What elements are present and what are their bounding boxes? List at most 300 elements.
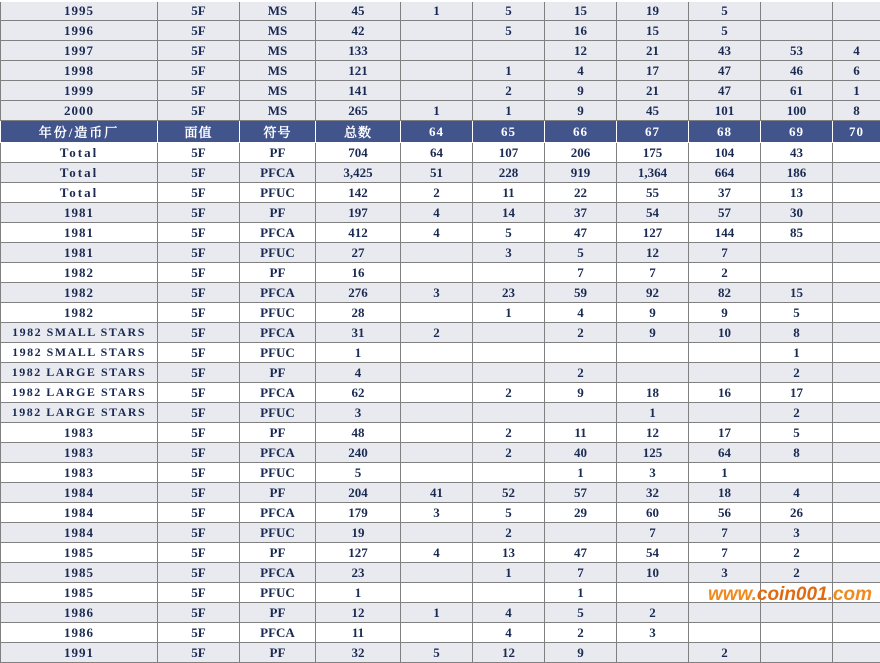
cell-8: 82	[689, 283, 761, 303]
cell-10	[833, 183, 880, 203]
cell-9: 30	[761, 203, 833, 223]
cell-10	[833, 283, 880, 303]
cell-6: 5	[545, 603, 617, 623]
cell-year-mint: 1985	[1, 543, 158, 563]
cell-10	[833, 163, 880, 183]
header-cell-1: 面值	[158, 121, 240, 143]
cell-6: 47	[545, 223, 617, 243]
cell-year-mint: 1984	[1, 503, 158, 523]
cell-6: 15	[545, 1, 617, 21]
cell-7	[617, 583, 689, 603]
cell-4: 1	[401, 101, 473, 121]
cell-9: 13	[761, 183, 833, 203]
cell-year-mint: 1983	[1, 443, 158, 463]
cell-9	[761, 243, 833, 263]
cell-year-mint: 1985	[1, 583, 158, 603]
cell-3: 1	[316, 583, 401, 603]
cell-1: 5F	[158, 423, 240, 443]
cell-4	[401, 363, 473, 383]
cell-4	[401, 21, 473, 41]
cell-7: 55	[617, 183, 689, 203]
cell-9	[761, 1, 833, 21]
table-row	[1, 81, 880, 101]
cell-5: 228	[473, 163, 545, 183]
cell-year-mint: 1999	[1, 81, 158, 101]
cell-7: 18	[617, 383, 689, 403]
table-row	[1, 21, 880, 41]
cell-year-mint: 1984	[1, 523, 158, 543]
cell-4	[401, 403, 473, 423]
cell-9: 26	[761, 503, 833, 523]
cell-9: 15	[761, 283, 833, 303]
cell-8: 37	[689, 183, 761, 203]
cell-9	[761, 263, 833, 283]
cell-10	[833, 603, 880, 623]
cell-3: 31	[316, 323, 401, 343]
table-row	[1, 263, 880, 283]
header-cell-4: 64	[401, 121, 473, 143]
cell-year-mint: Total	[1, 183, 158, 203]
cell-2: PFCA	[240, 443, 316, 463]
cell-year-mint: 1982 SMALL STARS	[1, 323, 158, 343]
table-row	[1, 243, 880, 263]
cell-7: 175	[617, 143, 689, 163]
cell-5: 4	[473, 603, 545, 623]
cell-4: 1	[401, 1, 473, 21]
cell-year-mint: 1982 LARGE STARS	[1, 363, 158, 383]
cell-1: 5F	[158, 623, 240, 643]
table-row	[1, 363, 880, 383]
cell-6: 2	[545, 623, 617, 643]
table-row	[1, 163, 880, 183]
cell-year-mint: 1998	[1, 61, 158, 81]
cell-1: 5F	[158, 483, 240, 503]
cell-4	[401, 463, 473, 483]
table-row	[1, 101, 880, 121]
cell-6: 37	[545, 203, 617, 223]
cell-3: 179	[316, 503, 401, 523]
cell-8	[689, 363, 761, 383]
cell-7: 45	[617, 101, 689, 121]
cell-10	[833, 363, 880, 383]
cell-9: 17	[761, 383, 833, 403]
cell-10	[833, 503, 880, 523]
cell-5: 5	[473, 21, 545, 41]
cell-9	[761, 463, 833, 483]
cell-8: 47	[689, 61, 761, 81]
cell-10: 4	[833, 41, 880, 61]
watermark-prefix: www.	[708, 584, 757, 605]
cell-2: PFCA	[240, 163, 316, 183]
cell-4: 4	[401, 543, 473, 563]
cell-5: 107	[473, 143, 545, 163]
cell-8	[689, 603, 761, 623]
cell-1: 5F	[158, 263, 240, 283]
cell-5: 4	[473, 623, 545, 643]
cell-3: 121	[316, 61, 401, 81]
cell-10	[833, 423, 880, 443]
cell-year-mint: 1997	[1, 41, 158, 61]
cell-5: 2	[473, 81, 545, 101]
cell-6: 29	[545, 503, 617, 523]
cell-10	[833, 483, 880, 503]
cell-4	[401, 623, 473, 643]
cell-2: MS	[240, 81, 316, 101]
cell-4: 2	[401, 323, 473, 343]
cell-year-mint: 1982	[1, 263, 158, 283]
cell-1: 5F	[158, 61, 240, 81]
cell-8	[689, 583, 761, 603]
cell-5	[473, 583, 545, 603]
table-row	[1, 503, 880, 523]
table-row	[1, 543, 880, 563]
cell-year-mint: 1982 SMALL STARS	[1, 343, 158, 363]
cell-year-mint: 1982	[1, 283, 158, 303]
table-header-row	[1, 121, 880, 143]
cell-5: 3	[473, 243, 545, 263]
cell-6: 12	[545, 41, 617, 61]
cell-5	[473, 463, 545, 483]
cell-6: 57	[545, 483, 617, 503]
cell-2: PF	[240, 483, 316, 503]
cell-4	[401, 583, 473, 603]
cell-6: 7	[545, 563, 617, 583]
cell-10	[833, 643, 880, 663]
cell-1: 5F	[158, 563, 240, 583]
cell-8: 9	[689, 303, 761, 323]
cell-9: 61	[761, 81, 833, 101]
cell-6: 9	[545, 643, 617, 663]
cell-9: 100	[761, 101, 833, 121]
cell-2: PF	[240, 363, 316, 383]
table-row	[1, 583, 880, 603]
header-cell-9: 69	[761, 121, 833, 143]
cell-5	[473, 41, 545, 61]
cell-6: 47	[545, 543, 617, 563]
table-row	[1, 643, 880, 663]
cell-2: MS	[240, 41, 316, 61]
cell-year-mint: Total	[1, 143, 158, 163]
cell-10	[833, 303, 880, 323]
cell-2: PFUC	[240, 583, 316, 603]
cell-6: 919	[545, 163, 617, 183]
cell-6: 4	[545, 61, 617, 81]
cell-10	[833, 443, 880, 463]
cell-5: 5	[473, 223, 545, 243]
cell-3: 240	[316, 443, 401, 463]
cell-3: 42	[316, 21, 401, 41]
cell-4: 5	[401, 643, 473, 663]
cell-year-mint: 1986	[1, 603, 158, 623]
cell-1: 5F	[158, 463, 240, 483]
cell-3: 265	[316, 101, 401, 121]
cell-1: 5F	[158, 183, 240, 203]
cell-5: 2	[473, 423, 545, 443]
cell-7: 1	[617, 403, 689, 423]
cell-4	[401, 61, 473, 81]
cell-10	[833, 21, 880, 41]
cell-4	[401, 443, 473, 463]
cell-2: PFCA	[240, 563, 316, 583]
cell-5: 1	[473, 303, 545, 323]
cell-1: 5F	[158, 583, 240, 603]
cell-6: 5	[545, 243, 617, 263]
cell-9: 186	[761, 163, 833, 183]
cell-1: 5F	[158, 223, 240, 243]
cell-8	[689, 343, 761, 363]
cell-5	[473, 323, 545, 343]
cell-3: 11	[316, 623, 401, 643]
cell-6: 16	[545, 21, 617, 41]
table-row	[1, 523, 880, 543]
cell-5	[473, 263, 545, 283]
cell-5: 1	[473, 101, 545, 121]
cell-9: 85	[761, 223, 833, 243]
cell-year-mint: 1981	[1, 223, 158, 243]
cell-2: PF	[240, 203, 316, 223]
cell-7: 125	[617, 443, 689, 463]
cell-3: 127	[316, 543, 401, 563]
cell-year-mint: 1982	[1, 303, 158, 323]
cell-6	[545, 523, 617, 543]
cell-4	[401, 343, 473, 363]
cell-2: PFUC	[240, 343, 316, 363]
table-body	[1, 1, 880, 663]
cell-7: 15	[617, 21, 689, 41]
cell-8	[689, 623, 761, 643]
cell-10	[833, 583, 880, 603]
cell-10	[833, 263, 880, 283]
cell-9	[761, 623, 833, 643]
cell-4: 4	[401, 203, 473, 223]
cell-2: PFUC	[240, 243, 316, 263]
cell-6: 4	[545, 303, 617, 323]
cell-2: PFCA	[240, 283, 316, 303]
cell-7: 60	[617, 503, 689, 523]
cell-1: 5F	[158, 523, 240, 543]
cell-1: 5F	[158, 21, 240, 41]
cell-3: 704	[316, 143, 401, 163]
cell-6: 2	[545, 323, 617, 343]
cell-10	[833, 403, 880, 423]
cell-9: 5	[761, 303, 833, 323]
cell-6: 22	[545, 183, 617, 203]
cell-9: 3	[761, 523, 833, 543]
cell-9: 4	[761, 483, 833, 503]
header-cell-3: 总数	[316, 121, 401, 143]
cell-1: 5F	[158, 383, 240, 403]
cell-7: 12	[617, 243, 689, 263]
cell-2: PFUC	[240, 303, 316, 323]
cell-9	[761, 21, 833, 41]
cell-7: 12	[617, 423, 689, 443]
cell-7: 9	[617, 303, 689, 323]
cell-9	[761, 643, 833, 663]
cell-4: 3	[401, 503, 473, 523]
cell-10	[833, 523, 880, 543]
cell-5	[473, 343, 545, 363]
cell-3: 141	[316, 81, 401, 101]
header-cell-6: 66	[545, 121, 617, 143]
cell-8: 5	[689, 21, 761, 41]
cell-4: 1	[401, 603, 473, 623]
cell-5	[473, 363, 545, 383]
cell-7: 21	[617, 81, 689, 101]
cell-5: 2	[473, 523, 545, 543]
cell-7: 2	[617, 603, 689, 623]
cell-4: 64	[401, 143, 473, 163]
cell-year-mint: 1981	[1, 243, 158, 263]
cell-5: 2	[473, 443, 545, 463]
cell-10	[833, 463, 880, 483]
cell-5: 23	[473, 283, 545, 303]
table-row	[1, 403, 880, 423]
cell-7: 54	[617, 203, 689, 223]
cell-8: 43	[689, 41, 761, 61]
cell-4	[401, 81, 473, 101]
cell-3: 12	[316, 603, 401, 623]
header-cell-2: 符号	[240, 121, 316, 143]
cell-1: 5F	[158, 323, 240, 343]
cell-2: PF	[240, 143, 316, 163]
cell-2: MS	[240, 101, 316, 121]
cell-8: 2	[689, 263, 761, 283]
cell-2: PFCA	[240, 323, 316, 343]
cell-year-mint: 1984	[1, 483, 158, 503]
table-row	[1, 143, 880, 163]
cell-8: 56	[689, 503, 761, 523]
cell-5: 12	[473, 643, 545, 663]
cell-7: 127	[617, 223, 689, 243]
header-cell-8: 68	[689, 121, 761, 143]
cell-9: 2	[761, 543, 833, 563]
cell-10	[833, 143, 880, 163]
cell-4: 4	[401, 223, 473, 243]
cell-3: 28	[316, 303, 401, 323]
cell-2: MS	[240, 61, 316, 81]
cell-9	[761, 603, 833, 623]
cell-4	[401, 523, 473, 543]
cell-1: 5F	[158, 203, 240, 223]
cell-2: PFUC	[240, 403, 316, 423]
cell-4: 2	[401, 183, 473, 203]
cell-3: 62	[316, 383, 401, 403]
cell-3: 32	[316, 643, 401, 663]
cell-year-mint: 1981	[1, 203, 158, 223]
cell-4: 41	[401, 483, 473, 503]
cell-9	[761, 583, 833, 603]
cell-10: 1	[833, 81, 880, 101]
cell-5: 5	[473, 503, 545, 523]
cell-1: 5F	[158, 603, 240, 623]
cell-7: 3	[617, 623, 689, 643]
table-row	[1, 563, 880, 583]
cell-9: 1	[761, 343, 833, 363]
cell-10	[833, 623, 880, 643]
cell-8: 16	[689, 383, 761, 403]
cell-1: 5F	[158, 81, 240, 101]
cell-6: 7	[545, 263, 617, 283]
cell-year-mint: 1985	[1, 563, 158, 583]
cell-9: 5	[761, 423, 833, 443]
cell-2: PFUC	[240, 463, 316, 483]
cell-3: 197	[316, 203, 401, 223]
cell-4	[401, 263, 473, 283]
cell-5: 1	[473, 563, 545, 583]
header-cell-5: 65	[473, 121, 545, 143]
table-row	[1, 203, 880, 223]
cell-7: 1,364	[617, 163, 689, 183]
cell-6: 59	[545, 283, 617, 303]
cell-7: 10	[617, 563, 689, 583]
table-row	[1, 61, 880, 81]
cell-1: 5F	[158, 363, 240, 383]
cell-5: 13	[473, 543, 545, 563]
cell-3: 204	[316, 483, 401, 503]
table-row	[1, 283, 880, 303]
cell-10: 6	[833, 61, 880, 81]
table-row	[1, 463, 880, 483]
cell-6: 1	[545, 583, 617, 603]
cell-7: 21	[617, 41, 689, 61]
cell-8: 101	[689, 101, 761, 121]
cell-8: 5	[689, 1, 761, 21]
table-row	[1, 343, 880, 363]
cell-3: 3,425	[316, 163, 401, 183]
cell-2: PFUC	[240, 523, 316, 543]
cell-9: 46	[761, 61, 833, 81]
header-cell-10: 70	[833, 121, 880, 143]
cell-2: PF	[240, 423, 316, 443]
watermark-main: coin001	[757, 584, 828, 605]
cell-3: 5	[316, 463, 401, 483]
cell-8: 7	[689, 543, 761, 563]
cell-8: 1	[689, 463, 761, 483]
cell-5: 1	[473, 61, 545, 81]
cell-1: 5F	[158, 543, 240, 563]
cell-5: 5	[473, 1, 545, 21]
cell-year-mint: 1982 LARGE STARS	[1, 383, 158, 403]
cell-10	[833, 243, 880, 263]
cell-9: 8	[761, 323, 833, 343]
cell-2: PFCA	[240, 223, 316, 243]
cell-7: 19	[617, 1, 689, 21]
cell-1: 5F	[158, 283, 240, 303]
cell-6	[545, 343, 617, 363]
cell-8: 664	[689, 163, 761, 183]
cell-2: PFCA	[240, 623, 316, 643]
cell-8: 2	[689, 643, 761, 663]
cell-8: 17	[689, 423, 761, 443]
cell-1: 5F	[158, 101, 240, 121]
cell-10	[833, 563, 880, 583]
cell-9: 2	[761, 403, 833, 423]
cell-8: 144	[689, 223, 761, 243]
cell-year-mint: 1982 LARGE STARS	[1, 403, 158, 423]
cell-6: 9	[545, 383, 617, 403]
cell-10	[833, 543, 880, 563]
cell-9: 2	[761, 363, 833, 383]
cell-2: MS	[240, 21, 316, 41]
cell-6: 2	[545, 363, 617, 383]
cell-7: 3	[617, 463, 689, 483]
cell-year-mint: 1986	[1, 623, 158, 643]
table-row	[1, 41, 880, 61]
cell-9: 43	[761, 143, 833, 163]
cell-5: 2	[473, 383, 545, 403]
table-row	[1, 443, 880, 463]
cell-3: 412	[316, 223, 401, 243]
